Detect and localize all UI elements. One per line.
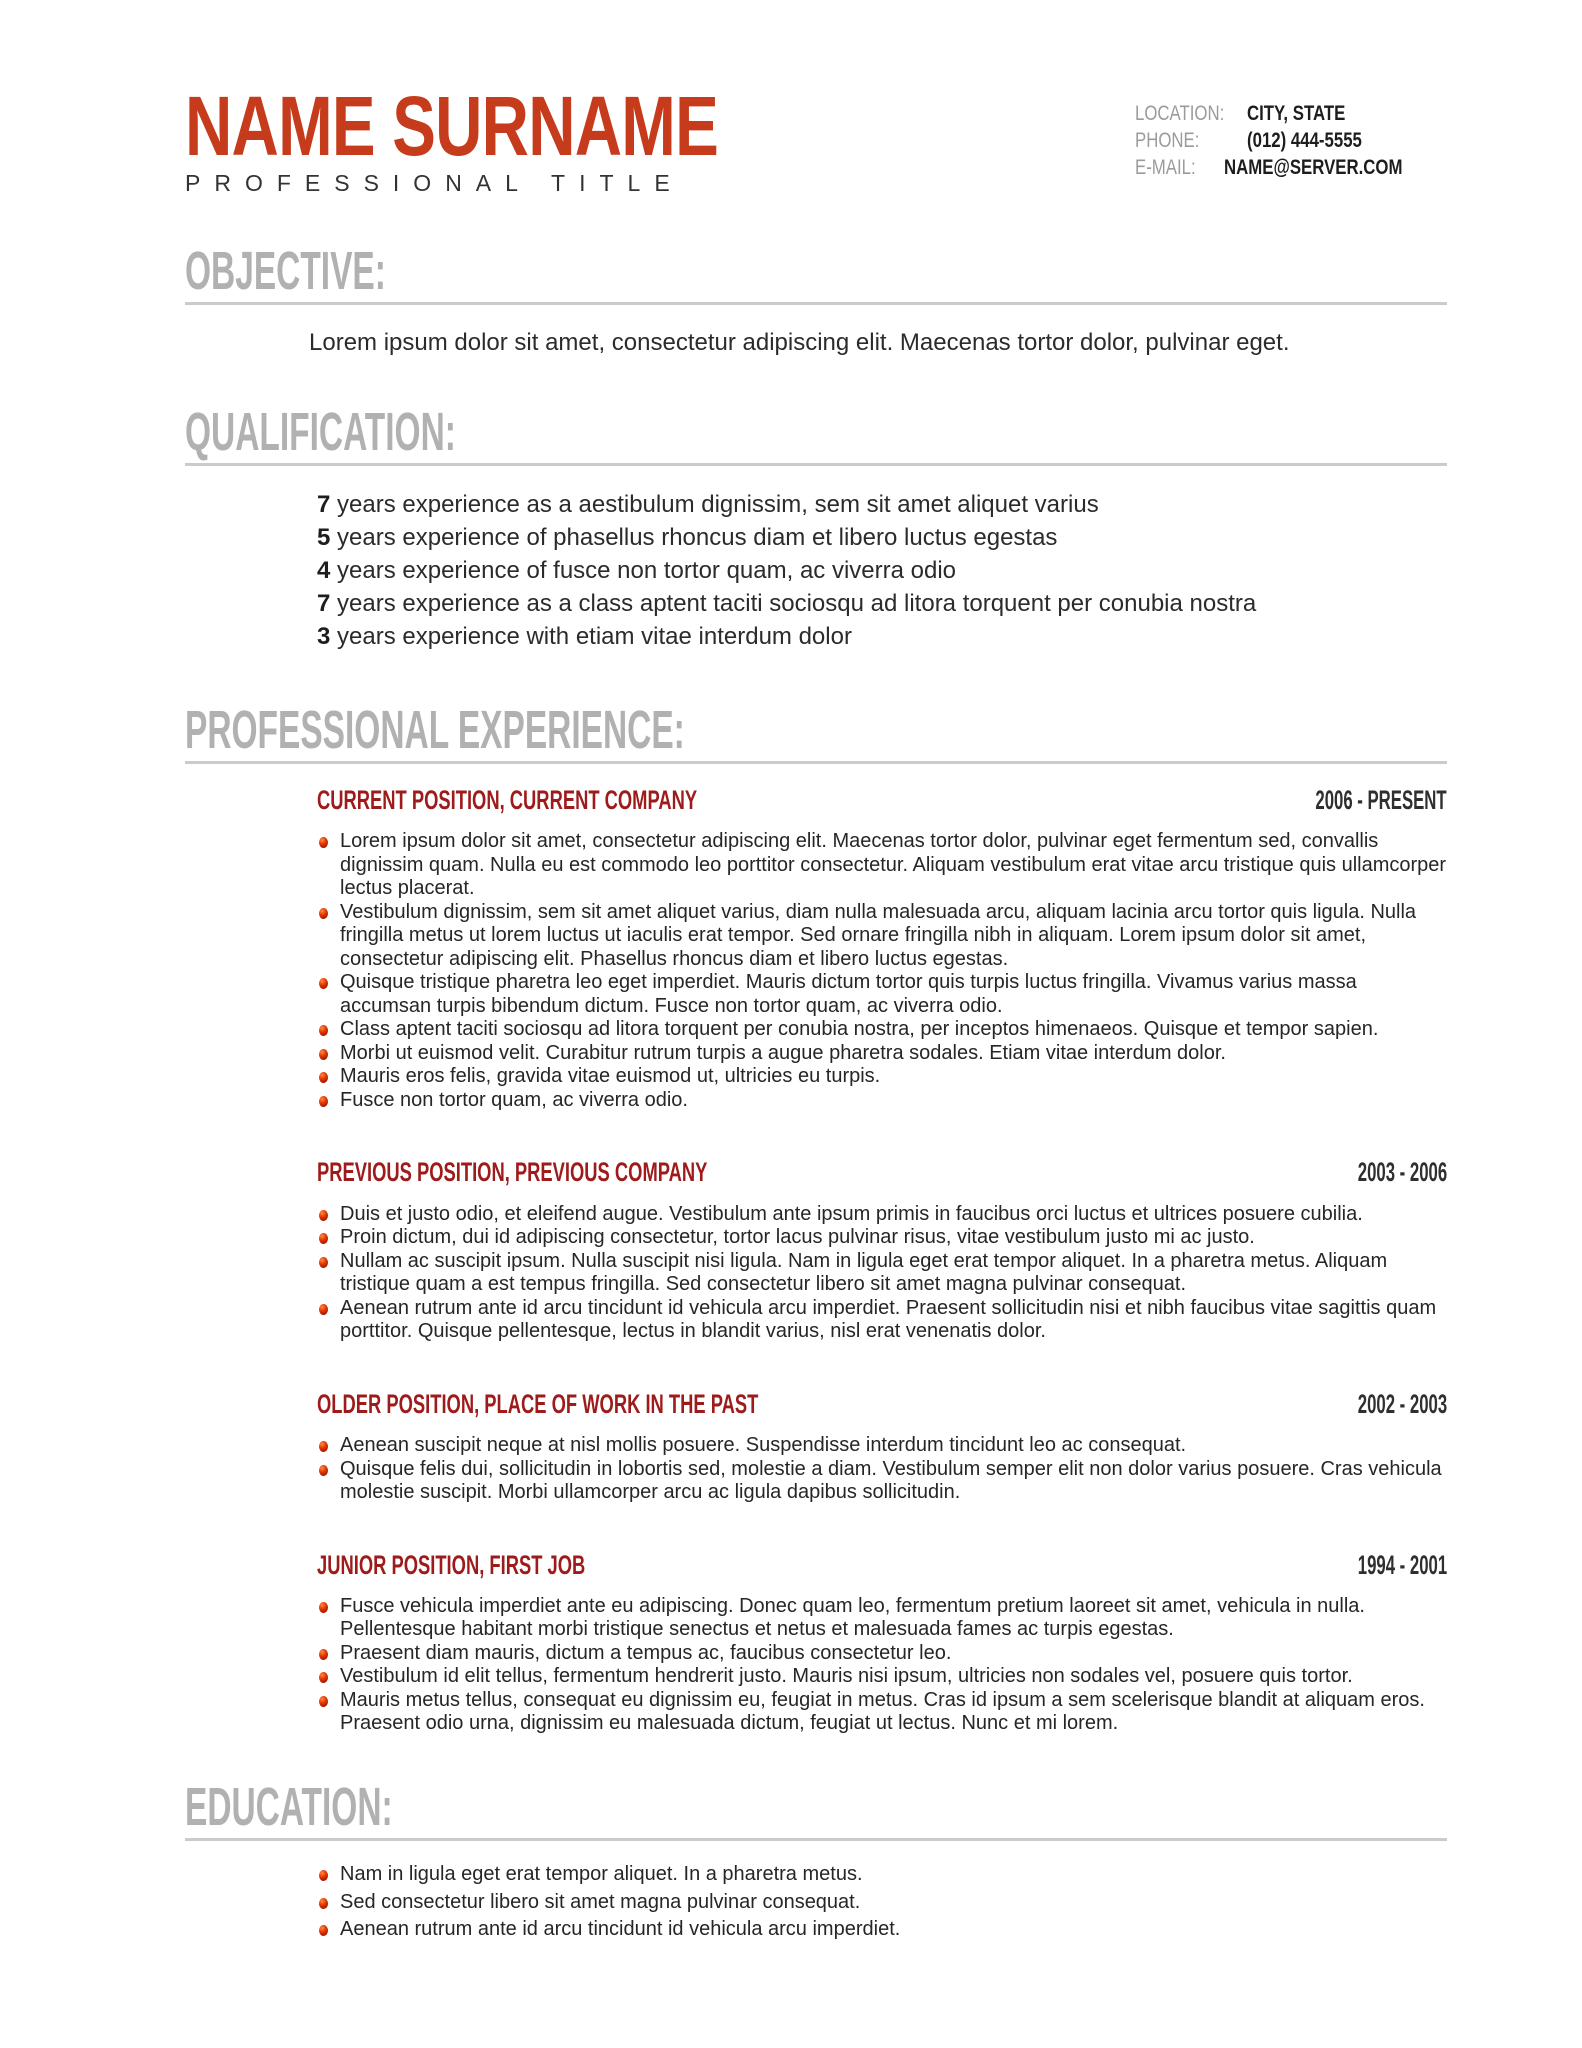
bullet-icon bbox=[319, 1257, 328, 1268]
job-bullet bbox=[317, 1065, 1447, 1089]
experience-heading: PROFESSIONAL EXPERIENCE: bbox=[185, 699, 685, 760]
job-bullet-text: Lorem ipsum dolor sit amet, consectetur adipiscing elit. Maecenas tortor dolor, pulvinar eget fermentum sed, convallis dignissim quam. Nulla eu est commodo leo porttitor consectetur. Aliquam vestibulum erat vitae arcu tristique quis ullamcorper lectus placerat. bbox=[340, 830, 1447, 900]
contact-row bbox=[1135, 154, 1447, 181]
section-divider bbox=[185, 463, 1447, 466]
job-bullet-text: Vestibulum id elit tellus, fermentum hendrerit justo. Mauris nisi ipsum, ultricies non sodales vel, posuere quis tortor. bbox=[340, 1665, 1353, 1688]
job-dates: 2002 - 2003 bbox=[1357, 1388, 1447, 1419]
job-bullet-text: Class aptent taciti sociosqu ad litora torquent per conubia nostra, per inceptos himenaeos. Quisque et tempor sapien. bbox=[340, 1018, 1379, 1041]
education-item bbox=[317, 1891, 1447, 1915]
job-bullet bbox=[317, 1595, 1447, 1642]
qualification-heading-row bbox=[185, 401, 1447, 463]
section-divider bbox=[185, 302, 1447, 305]
job-bullet bbox=[317, 1018, 1447, 1042]
qualification-text: years experience with etiam vitae interdum dolor bbox=[337, 622, 852, 650]
contact-row bbox=[1135, 100, 1447, 127]
job-bullet bbox=[317, 1665, 1447, 1689]
contact-value: CITY, STATE bbox=[1247, 102, 1346, 125]
job-title: CURRENT POSITION, CURRENT COMPANY bbox=[317, 784, 698, 815]
job-bullet-list bbox=[317, 830, 1447, 1112]
section-divider bbox=[185, 1838, 1447, 1841]
bullet-icon bbox=[319, 1602, 328, 1613]
section-education bbox=[185, 1776, 1447, 1942]
job-entry bbox=[185, 1549, 1447, 1736]
job-bullet-text: Fusce vehicula imperdiet ante eu adipiscing. Donec quam leo, fermentum pretium laoreet sit amet, vehicula in nulla. Pellentesque habitant morbi tristique senectus et netus et malesuada fames ac turpis egestas. bbox=[340, 1594, 1365, 1641]
person-name-text: NAME SURNAME bbox=[185, 79, 719, 173]
contact-label: PHONE: bbox=[1135, 129, 1200, 152]
job-bullet-text: Nullam ac suscipit ipsum. Nulla suscipit nisi ligula. Nam in ligula eget erat tempor aliquet. In a pharetra metus. Aliquam tristique quam a est tempus fringilla. Sed consectetur libero sit amet magna pulvinar consequat. bbox=[340, 1249, 1388, 1296]
job-bullet-text: Vestibulum dignissim, sem sit amet aliquet varius, diam nulla malesuada arcu, aliquam lacinia arcu tortor quis ligula. Nulla fringilla metus ut lorem luctus ut iaculis erat tempor. Sed ornare fringilla nibh in aliquam. Lorem ipsum dolor sit amet, consectetur adipiscing elit. Phasellus rhoncus diam et libero luctus egestas. bbox=[340, 900, 1417, 970]
qualification-list bbox=[185, 488, 1447, 653]
brand-block bbox=[185, 79, 868, 198]
bullet-icon bbox=[319, 1072, 328, 1083]
job-bullet bbox=[317, 830, 1447, 901]
job-bullet-text: Mauris eros felis, gravida vitae euismod ut, ultricies eu turpis. bbox=[340, 1065, 881, 1088]
section-divider bbox=[185, 761, 1447, 764]
job-bullet bbox=[317, 1203, 1447, 1227]
job-bullet bbox=[317, 1297, 1447, 1344]
job-dates: 2006 - PRESENT bbox=[1315, 784, 1447, 815]
job-bullet bbox=[317, 1042, 1447, 1066]
education-item bbox=[317, 1918, 1447, 1942]
contact-info bbox=[1135, 100, 1447, 181]
professional-title: PROFESSIONAL TITLE bbox=[185, 170, 684, 196]
qualification-text: years experience of phasellus rhoncus diam et libero luctus egestas bbox=[337, 523, 1058, 551]
contact-value: (012) 444-5555 bbox=[1247, 129, 1362, 152]
contact-label: E-MAIL: bbox=[1135, 156, 1196, 179]
bullet-icon bbox=[319, 1096, 328, 1107]
header bbox=[185, 79, 1447, 198]
bullet-icon bbox=[319, 1898, 328, 1909]
person-name bbox=[185, 79, 868, 173]
bullet-icon bbox=[319, 1925, 328, 1936]
job-header bbox=[317, 1156, 1447, 1188]
years-count: 3 bbox=[317, 622, 331, 650]
education-item-text: Aenean rutrum ante id arcu tincidunt id vehicula arcu imperdiet. bbox=[340, 1918, 901, 1941]
section-experience bbox=[185, 699, 1447, 1736]
qualification-item bbox=[317, 620, 1447, 653]
bullet-icon bbox=[319, 1649, 328, 1660]
bullet-icon bbox=[319, 1441, 328, 1452]
job-title: JUNIOR POSITION, FIRST JOB bbox=[317, 1549, 586, 1580]
job-bullet bbox=[317, 1226, 1447, 1250]
job-bullet-list bbox=[317, 1434, 1447, 1505]
education-heading-row bbox=[185, 1776, 1447, 1838]
job-bullet-text: Morbi ut euismod velit. Curabitur rutrum turpis a augue pharetra sodales. Etiam vitae interdum dolor. bbox=[340, 1041, 1226, 1064]
education-heading: EDUCATION: bbox=[185, 1776, 393, 1837]
job-bullet bbox=[317, 971, 1447, 1018]
job-bullet bbox=[317, 1642, 1447, 1666]
job-bullet bbox=[317, 1689, 1447, 1736]
qualification-heading: QUALIFICATION: bbox=[185, 401, 456, 462]
bullet-icon bbox=[319, 1672, 328, 1683]
education-item-text: Nam in ligula eget erat tempor aliquet. In a pharetra metus. bbox=[340, 1863, 863, 1886]
section-qualification bbox=[185, 401, 1447, 653]
job-bullet-text: Mauris metus tellus, consequat eu dignissim eu, feugiat in metus. Cras id ipsum a sem scelerisque blandit at aliquam eros. Praesent odio urna, dignissim eu malesuada dictum, feugiat ut lectus. Nunc et mi lorem. bbox=[340, 1688, 1425, 1735]
experience-heading-row bbox=[185, 699, 1447, 761]
contact-value: NAME@SERVER.COM bbox=[1223, 156, 1403, 179]
job-bullet bbox=[317, 1250, 1447, 1297]
job-title: PREVIOUS POSITION, PREVIOUS COMPANY bbox=[317, 1157, 708, 1188]
job-bullet-text: Aenean suscipit neque at nisl mollis posuere. Suspendisse interdum tincidunt leo ac consequat. bbox=[340, 1434, 1187, 1457]
years-count: 5 bbox=[317, 523, 331, 551]
years-count: 4 bbox=[317, 556, 331, 584]
qualification-item bbox=[317, 587, 1447, 620]
job-dates: 1994 - 2001 bbox=[1357, 1549, 1447, 1580]
objective-heading-row bbox=[185, 240, 1447, 302]
bullet-icon bbox=[319, 837, 328, 848]
job-entry bbox=[185, 1388, 1447, 1505]
years-count: 7 bbox=[317, 589, 331, 617]
job-entry bbox=[185, 1156, 1447, 1343]
bullet-icon bbox=[319, 1465, 328, 1476]
jobs-container bbox=[185, 784, 1447, 1736]
bullet-icon bbox=[319, 1025, 328, 1036]
qualification-item bbox=[317, 554, 1447, 587]
education-item-text: Sed consectetur libero sit amet magna pulvinar consequat. bbox=[340, 1890, 861, 1913]
qualification-item bbox=[317, 488, 1447, 521]
bullet-icon bbox=[319, 1696, 328, 1707]
job-bullet-list bbox=[317, 1203, 1447, 1344]
job-bullet-text: Quisque tristique pharetra leo eget imperdiet. Mauris dictum tortor quis turpis luctus fringilla. Vivamus varius massa accumsan turpis bibendum dictum. Fusce non tortor quam, ac viverra odio. bbox=[340, 971, 1357, 1017]
contact-row bbox=[1135, 127, 1447, 154]
job-header bbox=[317, 1549, 1447, 1581]
job-bullet-text: Fusce non tortor quam, ac viverra odio. bbox=[340, 1088, 688, 1111]
job-bullet-text: Praesent diam mauris, dictum a tempus ac, faucibus consectetur leo. bbox=[340, 1641, 952, 1664]
bullet-icon bbox=[319, 1049, 328, 1060]
job-bullet-text: Quisque felis dui, sollicitudin in lobortis sed, molestie a diam. Vestibulum semper elit non dolor varius posuere. Cras vehicula molestie suscipit. Morbi ullamcorper arcu ac ligula dapibus sollicitudin. bbox=[340, 1457, 1442, 1504]
qualification-text: years experience as a class aptent taciti sociosqu ad litora torquent per conubia nostra bbox=[337, 589, 1257, 617]
qualification-text: years experience as a aestibulum dignissim, sem sit amet aliquet varius bbox=[337, 490, 1099, 518]
education-list bbox=[185, 1863, 1447, 1942]
section-objective bbox=[185, 240, 1447, 357]
job-bullet-text: Proin dictum, dui id adipiscing consectetur, tortor lacus pulvinar risus, vitae vestibulum justo mi ac justo. bbox=[340, 1226, 1255, 1249]
job-title: OLDER POSITION, PLACE OF WORK IN THE PAST bbox=[317, 1388, 759, 1419]
job-header bbox=[317, 784, 1447, 816]
bullet-icon bbox=[319, 1304, 328, 1315]
job-bullet bbox=[317, 1434, 1447, 1458]
qualification-text: years experience of fusce non tortor quam, ac viverra odio bbox=[337, 556, 957, 584]
job-bullet-text: Aenean rutrum ante id arcu tincidunt id vehicula arcu imperdiet. Praesent sollicitudin nisi et nibh faucibus vitae sagittis quam porttitor. Quisque pellentesque, lectus in blandit varius, nisl erat venenatis dolor. bbox=[340, 1296, 1437, 1343]
job-header bbox=[317, 1388, 1447, 1420]
job-dates: 2003 - 2006 bbox=[1357, 1157, 1447, 1188]
bullet-icon bbox=[319, 1210, 328, 1221]
bullet-icon bbox=[319, 908, 328, 919]
job-bullet bbox=[317, 901, 1447, 972]
job-bullet-text: Duis et justo odio, et eleifend augue. Vestibulum ante ipsum primis in faucibus orci luctus et ultrices posuere cubilia. bbox=[340, 1202, 1363, 1225]
years-count: 7 bbox=[317, 490, 331, 518]
job-bullet-list bbox=[317, 1595, 1447, 1736]
job-bullet bbox=[317, 1458, 1447, 1505]
objective-heading: OBJECTIVE: bbox=[185, 240, 386, 301]
job-entry bbox=[185, 784, 1447, 1112]
bullet-icon bbox=[319, 978, 328, 989]
qualification-item bbox=[317, 521, 1447, 554]
bullet-icon bbox=[319, 1233, 328, 1244]
objective-text: Lorem ipsum dolor sit amet, consectetur adipiscing elit. Maecenas tortor dolor, pulvinar eget. bbox=[309, 328, 1290, 356]
job-bullet bbox=[317, 1089, 1447, 1113]
bullet-icon bbox=[319, 1870, 328, 1881]
education-item bbox=[317, 1863, 1447, 1887]
contact-label: LOCATION: bbox=[1135, 102, 1225, 125]
